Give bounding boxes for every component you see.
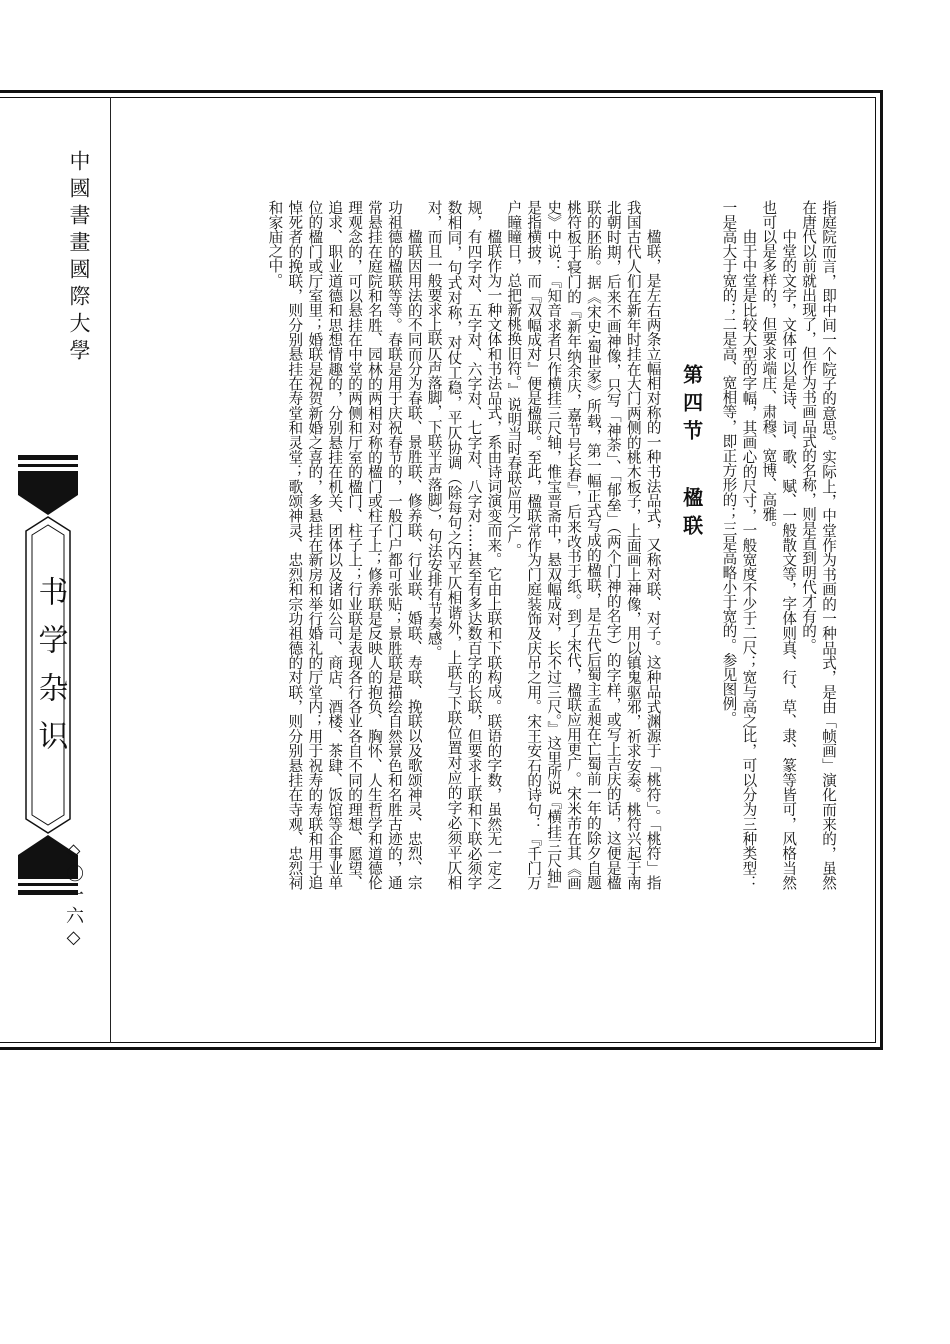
section-heading xyxy=(679,200,704,890)
section-name: 楹联 xyxy=(679,486,704,543)
book-title: 书学杂识 xyxy=(32,576,68,768)
page-number: ◇〇一六◇ xyxy=(63,840,84,951)
sidebar-divider xyxy=(110,97,111,1043)
main-text xyxy=(265,200,838,890)
paragraph: 由于中堂是比较大型的字幅，其画心的尺寸，一般宽度不少于二尺；宽与高之比，可以分为三种类型：一是高大于宽的；二是高、宽相等，即正方形的；三是高略小于宽的。参见图例。 xyxy=(720,200,758,890)
section-number: 第四节 xyxy=(679,364,704,448)
university-name: 中國書畫國際大學 xyxy=(67,150,91,366)
paragraph: 中堂的文字，文体可以是诗、词、歌、赋、一般散文等，字体则真、行、草、隶、篆等皆可，风格当然也可以是多样的，但要求端庄、肃穆、宽博、高雅。 xyxy=(760,200,798,890)
paragraph: 楹联，是左右两条立幅相对称的一种书法品式，又称对联、对子。这种品式渊源于「桃符」。「桃符」指我国古代人们在新年时挂在大门两侧的桃木板子，上面画上神像，用以镇鬼驱邪，祈求安泰。桃符兴起于南北朝时期，后来不画神像，只写「神荼」、「郁垒」（两个门神的名字）的字样，或写上吉庆的话，这便是楹联的胚胎。据《宋史·蜀世家》所载，第一幅正式写成的楹联，是五代后蜀主孟昶在亡蜀前一年的除夕自题桃符板于寝门的『新年纳余庆，嘉节号长春』，后来改书于纸。到了宋代，楹联应用更广。宋米芾在其《画史》中说：『知音求者只作横挂三尺轴，惟宝晋斋中，悬双幅成对，长不过三尺。』这里所说『横挂三尺轴』是指横披，而『双幅成对』便是楹联。至此，楹联常作为门庭装饰及庆吊之用。宋王安石的诗句：『千门万户瞳瞳日，总把新桃换旧符。』说明当时春联应用之广。 xyxy=(505,200,662,890)
paragraph: 指庭院而言，即中间一个院子的意思。实际上，中堂作为书画的一种品式，是由「帧画」演化而来的，虽然在唐代以前就出现了，但作为书画品式的名称，则是直到明代才有的。 xyxy=(800,200,837,890)
paragraph: 楹联作为一种文体和书法品式，系由诗词演变而来。它由上联和下联构成。联语的字数，虽然无一定之规，有四字对、五字对、六字对、七字对、八字对……甚至有多达数百字的长联，但要求上联和下联必须字数相同，句式对称，对仗工稳，平仄协调（除每句之内平仄相谐外，上联与下联位置对应的字必须平仄相对，而且一般要求上联仄声落脚，下联平声落脚），句法安排有节奏感。 xyxy=(425,200,503,890)
paragraph: 楹联因用法的不同而分为春联、景胜联、修养联、行业联、婚联、寿联、挽联以及歌颂神灵、忠烈、宗功祖德的楹联等等。春联是用于庆祝春节的，一般门户都可张贴；景胜联是描绘自然景色和名胜古迹的，通常悬挂在庭院和名胜、园林的两相对称的楹门或柱子上；修养联是反映人的抱负、胸怀、人生哲学和道德伦理观念的，可以悬挂在中堂的两侧和厅室的楹门、柱子上；行业联是表现各行各业各自不同的理想、愿望、追求、职业道德和思想情趣的，分别悬挂在机关、团体以及诸如公司、商店、酒楼、茶肆、饭馆等企事业单位的楹门或厅室里；婚联是祝贺新婚之喜的，多悬挂在新房和举行婚礼的厅堂内；用于祝寿的寿联和用于追悼死者的挽联，则分别悬挂在寿堂和灵堂；歌颂神灵、忠烈和宗功祖德的对联，则分别悬挂在寺观、忠烈祠和家庙之中。 xyxy=(266,200,423,890)
